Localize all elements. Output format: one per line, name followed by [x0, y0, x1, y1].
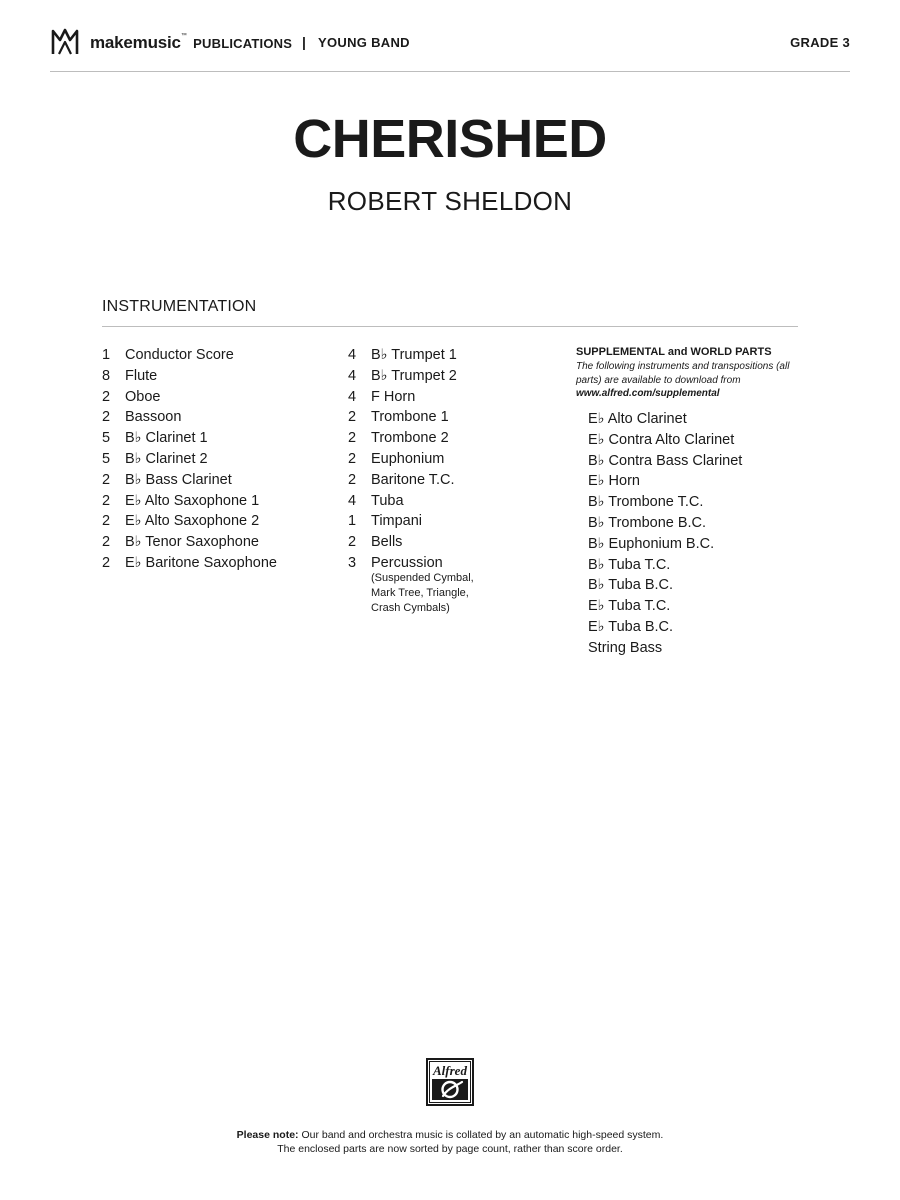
alfred-logo-icon	[426, 1058, 474, 1106]
list-item	[348, 428, 548, 449]
list-item	[348, 366, 548, 387]
part-count: 2	[102, 534, 111, 551]
list-item: E♭ Alto Clarinet	[588, 411, 687, 427]
list-item	[102, 511, 332, 532]
part-count: 4	[348, 492, 357, 509]
instrument-name: B♭ Trumpet 2	[371, 367, 457, 384]
part-count: 8	[102, 367, 111, 384]
part-count: 1	[102, 347, 111, 363]
instrument-name: Baritone T.C.	[371, 471, 455, 488]
piece-title: CHERISHED	[293, 109, 607, 169]
brand-suffix: PUBLICATIONS	[193, 36, 293, 51]
part-count: 2	[102, 471, 111, 488]
alfred-logo-text: Alfred	[433, 1063, 467, 1078]
instrumentation-divider	[102, 326, 798, 327]
part-count: 3	[348, 554, 357, 571]
page-header	[50, 26, 850, 60]
list-item	[102, 449, 332, 470]
instrument-name: Tuba	[371, 492, 404, 509]
instrument-name: F Horn	[371, 388, 416, 405]
supplemental-parts	[576, 345, 816, 656]
instrument-list-column-2	[348, 345, 548, 614]
list-item	[348, 511, 548, 532]
composer-name: ROBERT SHELDON	[327, 186, 573, 216]
instrument-name: Percussion	[371, 554, 443, 571]
instrument-name: Bassoon	[125, 409, 182, 426]
part-count: 2	[102, 554, 111, 571]
part-count: 5	[102, 450, 111, 467]
list-item	[348, 553, 548, 614]
part-count: 4	[348, 367, 357, 384]
list-item	[102, 491, 332, 512]
supplemental-heading: SUPPLEMENTAL and WORLD PARTS	[576, 346, 772, 358]
instrument-name: Timpani	[371, 513, 423, 530]
supplemental-description: The following instruments and transpositions (all parts) are available to download from	[576, 361, 790, 386]
part-count: 2	[348, 450, 357, 467]
part-count: 2	[348, 534, 357, 551]
supplemental-list	[588, 409, 742, 659]
list-item: E♭ Tuba B.C.	[588, 618, 674, 635]
instrument-name: B♭ Bass Clarinet	[125, 471, 232, 488]
list-item: B♭ Tuba T.C.	[588, 556, 671, 573]
instrument-name: Conductor Score	[125, 347, 234, 363]
list-item	[348, 345, 548, 366]
collation-note	[0, 1128, 900, 1156]
instrument-name: Trombone 2	[371, 430, 449, 447]
instrument-name: Oboe	[125, 388, 161, 405]
instrument-name: E♭ Alto Saxophone 2	[125, 513, 260, 530]
list-item	[102, 345, 332, 366]
percussion-note: (Suspended Cymbal, Mark Tree, Triangle, Crash Cymbals)	[371, 571, 474, 614]
collation-note-line-2: The enclosed parts are now sorted by page count, rather than score order.	[277, 1143, 623, 1155]
list-item	[348, 532, 548, 553]
part-count: 2	[102, 513, 111, 530]
list-item: B♭ Euphonium B.C.	[588, 535, 715, 552]
list-item	[102, 407, 332, 428]
list-item	[348, 449, 548, 470]
part-count: 5	[102, 430, 111, 447]
list-item: E♭ Contra Alto Clarinet	[588, 431, 735, 448]
header-divider	[50, 71, 850, 72]
instrument-name: Trombone 1	[371, 409, 449, 426]
instrument-name: E♭ Alto Saxophone 1	[125, 492, 260, 509]
instrument-name: B♭ Trumpet 1	[371, 347, 457, 363]
list-item	[348, 387, 548, 408]
list-item: E♭ Tuba T.C.	[588, 598, 671, 615]
instrument-name: Flute	[125, 367, 158, 384]
instrument-list-column-1	[102, 345, 332, 574]
list-item	[102, 366, 332, 387]
part-count: 4	[348, 347, 357, 363]
part-count: 2	[348, 471, 357, 488]
instrument-name: Euphonium	[371, 450, 445, 467]
note-label: Please note:	[236, 1129, 299, 1141]
instrument-name: B♭ Clarinet 2	[125, 450, 208, 467]
list-item	[102, 553, 332, 574]
collation-note-line-1: Please note: Our band and orchestra music is collated by an automatic high-speed system.	[236, 1129, 664, 1141]
part-count: 2	[102, 492, 111, 509]
instrument-name: Bells	[371, 534, 403, 551]
header-separator: |	[302, 34, 306, 50]
list-item	[102, 532, 332, 553]
instrument-name: B♭ Tenor Saxophone	[125, 534, 259, 551]
list-item	[102, 470, 332, 491]
list-item: B♭ Trombone T.C.	[588, 494, 704, 511]
list-item	[102, 387, 332, 408]
brand-name: makemusic™ PUBLICATIONS	[90, 33, 293, 52]
makemusic-logo-icon	[50, 26, 80, 58]
series-label: YOUNG BAND	[318, 35, 410, 50]
list-item: String Bass	[588, 639, 663, 656]
instrument-name: B♭ Clarinet 1	[125, 430, 208, 447]
grade-label: GRADE 3	[790, 35, 850, 50]
part-count: 2	[102, 388, 111, 405]
part-count: 4	[348, 388, 357, 405]
list-item: B♭ Tuba B.C.	[588, 577, 674, 594]
part-count: 2	[348, 409, 357, 426]
list-item	[348, 470, 548, 491]
instrumentation-heading: INSTRUMENTATION	[102, 298, 257, 315]
supplemental-url: www.alfred.com/supplemental	[576, 388, 720, 399]
list-item: B♭ Trombone B.C.	[588, 514, 707, 531]
part-count: 2	[348, 430, 357, 447]
part-count: 2	[102, 409, 111, 426]
list-item	[102, 428, 332, 449]
list-item	[348, 491, 548, 512]
instrument-name: E♭ Baritone Saxophone	[125, 554, 277, 571]
list-item	[348, 407, 548, 428]
list-item: E♭ Horn	[588, 473, 640, 490]
part-count: 1	[348, 513, 357, 530]
list-item: B♭ Contra Bass Clarinet	[588, 452, 743, 469]
